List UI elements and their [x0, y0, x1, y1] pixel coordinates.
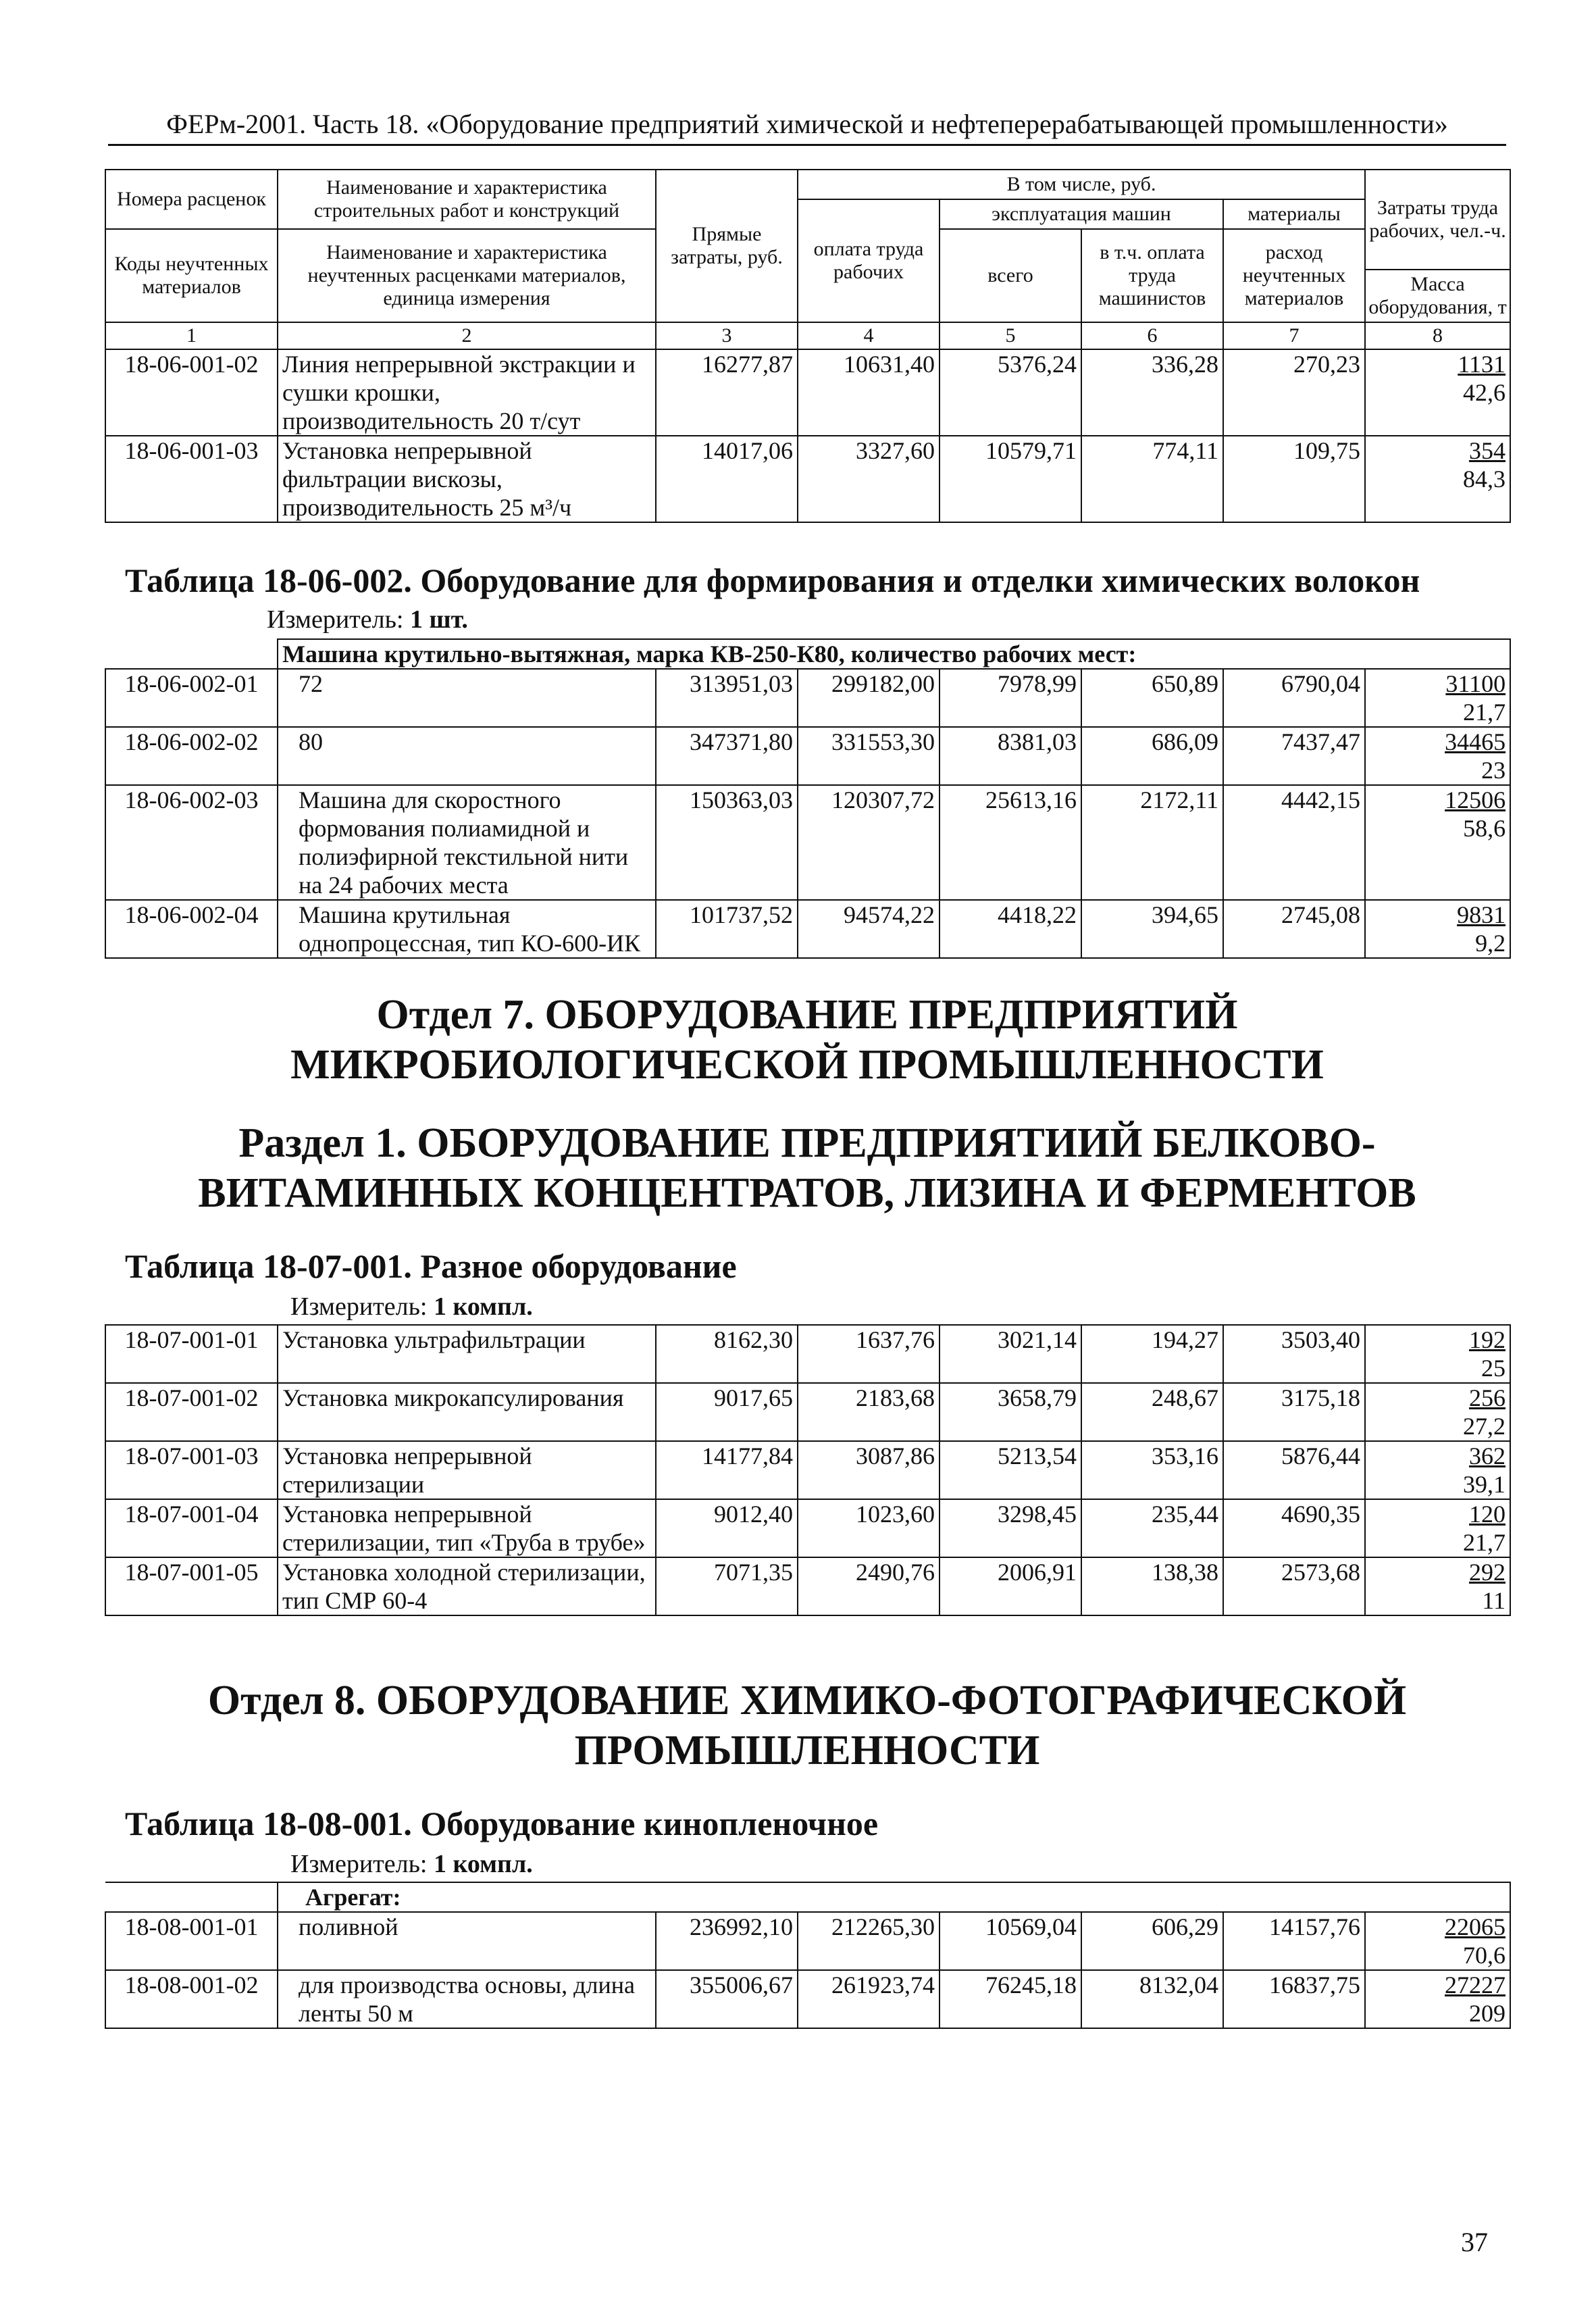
wages-cost: 2490,76	[798, 1557, 939, 1615]
wages-cost: 2183,68	[798, 1383, 939, 1441]
labor-mass-cell	[1365, 1441, 1510, 1499]
table-row	[105, 727, 1510, 785]
header-kody: Коды неучтенных материалов	[105, 229, 278, 322]
rate-code: 18-06-002-02	[105, 727, 278, 785]
equipment-mass: 42,6	[1463, 379, 1505, 406]
labor-hours: 256	[1469, 1384, 1505, 1411]
machines-cost: 2006,91	[939, 1557, 1081, 1615]
labor-mass-cell	[1365, 1499, 1510, 1557]
rate-code: 18-06-002-04	[105, 900, 278, 958]
rate-name: Установка непрерывной стерилизации, тип «Труба в трубе»	[278, 1499, 656, 1557]
machines-cost: 10569,04	[939, 1912, 1081, 1970]
direct-cost: 14017,06	[656, 436, 798, 522]
wages-cost: 299182,00	[798, 669, 939, 727]
labor-hours: 192	[1469, 1326, 1505, 1353]
col-number: 3	[656, 322, 798, 349]
labor-hours: 362	[1469, 1442, 1505, 1469]
rate-code: 18-06-001-03	[105, 436, 278, 522]
materials-cost: 7437,47	[1223, 727, 1365, 785]
labor-mass-cell	[1365, 349, 1510, 436]
materials-cost: 16837,75	[1223, 1970, 1365, 2028]
rate-code: 18-07-001-01	[105, 1325, 278, 1383]
group-label: Агрегат:	[278, 1882, 1510, 1912]
header-naim1: Наименование и характеристика строительных работ и конструкций	[278, 170, 656, 229]
meter	[290, 1292, 533, 1322]
rate-code: 18-07-001-02	[105, 1383, 278, 1441]
equipment-mass: 39,1	[1463, 1471, 1505, 1498]
equipment-mass: 9,2	[1475, 930, 1506, 957]
rate-code: 18-06-001-02	[105, 349, 278, 436]
table-row	[105, 900, 1510, 958]
table-18-06-002	[105, 638, 1511, 959]
col-number: 2	[278, 322, 656, 349]
wages-cost: 3087,86	[798, 1441, 939, 1499]
col-number: 4	[798, 322, 939, 349]
rate-name: 80	[278, 727, 656, 785]
wages-cost: 1637,76	[798, 1325, 939, 1383]
table-title: Таблица 18-06-002. Оборудование для формирования и отделки химических волокон	[125, 561, 1420, 599]
direct-cost: 150363,03	[656, 785, 798, 900]
otdel-8-heading: Отдел 8. ОБОРУДОВАНИЕ ХИМИКО-ФОТОГРАФИЧЕСКОЙ ПРОМЫШЛЕННОСТИ	[207, 1678, 1407, 1774]
labor-mass-cell	[1365, 1325, 1510, 1383]
labor-mass-cell	[1365, 436, 1510, 522]
machinists-wages: 194,27	[1081, 1325, 1223, 1383]
header-vsego: всего	[939, 229, 1081, 322]
table-row	[105, 436, 1510, 522]
labor-hours: 31100	[1445, 670, 1506, 697]
labor-hours: 22065	[1445, 1913, 1505, 1940]
rate-code: 18-07-001-03	[105, 1441, 278, 1499]
running-header: ФЕРм-2001. Часть 18. «Оборудование предприятий химической и нефтеперерабатывающей промышленности»	[108, 108, 1506, 146]
rate-code: 18-06-002-03	[105, 785, 278, 900]
direct-cost: 7071,35	[656, 1557, 798, 1615]
meter	[267, 605, 468, 634]
materials-cost: 109,75	[1223, 436, 1365, 522]
machines-cost: 25613,16	[939, 785, 1081, 900]
rate-name: Установка непрерывной фильтрации вискозы, производительность 25 м³/ч	[278, 436, 656, 522]
table-row	[105, 1970, 1510, 2028]
machines-cost: 3298,45	[939, 1499, 1081, 1557]
labor-mass-cell	[1365, 1557, 1510, 1615]
materials-cost: 3175,18	[1223, 1383, 1365, 1441]
rate-name: Машина крутильная однопроцессная, тип КО-600-ИК	[278, 900, 656, 958]
rate-code: 18-07-001-04	[105, 1499, 278, 1557]
header-pryamye: Прямые затраты, руб.	[656, 170, 798, 322]
table-18-06-001	[105, 169, 1511, 350]
labor-hours: 292	[1469, 1559, 1505, 1586]
rate-code: 18-08-001-01	[105, 1912, 278, 1970]
labor-mass-cell	[1365, 727, 1510, 785]
group-label: Машина крутильно-вытяжная, марка КВ-250-К80, количество рабочих мест:	[278, 639, 1510, 669]
meter-value: 1 шт.	[410, 605, 468, 634]
rate-code: 18-08-001-02	[105, 1970, 278, 2028]
materials-cost: 2573,68	[1223, 1557, 1365, 1615]
otdel-7-heading: Отдел 7. ОБОРУДОВАНИЕ ПРЕДПРИЯТИЙ МИКРОБИОЛОГИЧЕСКОЙ ПРОМЫШЛЕННОСТИ	[290, 992, 1324, 1088]
wages-cost: 94574,22	[798, 900, 939, 958]
machines-cost: 10579,71	[939, 436, 1081, 522]
direct-cost: 9017,65	[656, 1383, 798, 1441]
table-18-07-001	[105, 1324, 1511, 1616]
labor-hours: 1131	[1458, 351, 1505, 378]
direct-cost: 355006,67	[656, 1970, 798, 2028]
wages-cost: 10631,40	[798, 349, 939, 436]
header-materialy: материалы	[1223, 199, 1365, 229]
table-row	[105, 349, 1510, 436]
razdel-1-heading: Раздел 1. ОБОРУДОВАНИЕ ПРЕДПРИЯТИИЙ БЕЛКОВО-ВИТАМИННЫХ КОНЦЕНТРАТОВ, ЛИЗИНА И ФЕРМЕНТОВ	[198, 1120, 1416, 1216]
meter-label: Измеритель:	[267, 605, 404, 634]
wages-cost: 331553,30	[798, 727, 939, 785]
materials-cost: 3503,40	[1223, 1325, 1365, 1383]
rate-name: Линия непрерывной экстракции и сушки крошки, производительность 20 т/сут	[278, 349, 656, 436]
materials-cost: 4690,35	[1223, 1499, 1365, 1557]
labor-mass-cell	[1365, 1383, 1510, 1441]
table-row	[105, 1912, 1510, 1970]
rate-name: для производства основы, длина ленты 50 м	[278, 1970, 656, 2028]
rate-code: 18-06-002-01	[105, 669, 278, 727]
header-naim2: Наименование и характеристика неучтенных расценками материалов, единица измерения	[278, 229, 656, 322]
machinists-wages: 235,44	[1081, 1499, 1223, 1557]
labor-mass-cell	[1365, 1970, 1510, 2028]
machines-cost: 3021,14	[939, 1325, 1081, 1383]
wages-cost: 212265,30	[798, 1912, 939, 1970]
table-18-06-001-body	[105, 349, 1511, 523]
equipment-mass: 58,6	[1463, 815, 1506, 842]
table-row	[105, 1557, 1510, 1615]
labor-mass-cell	[1365, 900, 1510, 958]
wages-cost: 1023,60	[798, 1499, 939, 1557]
labor-mass-cell	[1365, 1912, 1510, 1970]
rate-name: Установка холодной стерилизации, тип СМР 60-4	[278, 1557, 656, 1615]
direct-cost: 101737,52	[656, 900, 798, 958]
direct-cost: 16277,87	[656, 349, 798, 436]
header-v-tom-chisle: В том числе, руб.	[798, 170, 1365, 199]
materials-cost: 270,23	[1223, 349, 1365, 436]
direct-cost: 14177,84	[656, 1441, 798, 1499]
header-ekspluataciya: эксплуатация машин	[939, 199, 1223, 229]
machinists-wages: 686,09	[1081, 727, 1223, 785]
wages-cost: 261923,74	[798, 1970, 939, 2028]
header-nomera: Номера расценок	[105, 170, 278, 229]
meter-value: 1 компл.	[434, 1292, 533, 1321]
machinists-wages: 353,16	[1081, 1441, 1223, 1499]
machinists-wages: 650,89	[1081, 669, 1223, 727]
table-18-08-001	[105, 1882, 1511, 2029]
labor-hours: 34465	[1445, 728, 1506, 755]
materials-cost: 5876,44	[1223, 1441, 1365, 1499]
equipment-mass: 70,6	[1463, 1942, 1505, 1969]
col-number: 7	[1223, 322, 1365, 349]
table-row	[105, 1325, 1510, 1383]
table-row	[105, 785, 1510, 900]
header-zatraty: Затраты труда рабочих, чел.-ч.	[1365, 170, 1510, 270]
table-title: Таблица 18-07-001. Разное оборудование	[125, 1247, 737, 1285]
equipment-mass: 27,2	[1463, 1413, 1505, 1440]
machinists-wages: 138,38	[1081, 1557, 1223, 1615]
col-number: 1	[105, 322, 278, 349]
table-title: Таблица 18-08-001. Оборудование кинопленочное	[125, 1805, 879, 1842]
wages-cost: 3327,60	[798, 436, 939, 522]
equipment-mass: 84,3	[1463, 466, 1505, 493]
rate-name: Установка непрерывной стерилизации	[278, 1441, 656, 1499]
labor-hours: 9831	[1457, 901, 1506, 928]
meter-label: Измеритель:	[290, 1850, 428, 1878]
labor-mass-cell	[1365, 785, 1510, 900]
table-row	[105, 1441, 1510, 1499]
equipment-mass: 21,7	[1463, 699, 1506, 726]
direct-cost: 313951,03	[656, 669, 798, 727]
machinists-wages: 394,65	[1081, 900, 1223, 958]
header-rashod: расход неучтенных материалов	[1223, 229, 1365, 322]
table-row	[105, 1383, 1510, 1441]
direct-cost: 236992,10	[656, 1912, 798, 1970]
materials-cost: 14157,76	[1223, 1912, 1365, 1970]
rate-code: 18-07-001-05	[105, 1557, 278, 1615]
machinists-wages: 2172,11	[1081, 785, 1223, 900]
header-oplata: оплата труда рабочих	[798, 199, 939, 322]
direct-cost: 347371,80	[656, 727, 798, 785]
meter	[290, 1849, 533, 1879]
labor-hours: 354	[1469, 437, 1505, 464]
table-row	[105, 1499, 1510, 1557]
equipment-mass: 11	[1482, 1587, 1505, 1614]
labor-mass-cell	[1365, 669, 1510, 727]
machines-cost: 8381,03	[939, 727, 1081, 785]
rate-name: Установка ультрафильтрации	[278, 1325, 656, 1383]
equipment-mass: 209	[1469, 2000, 1505, 2027]
machinists-wages: 248,67	[1081, 1383, 1223, 1441]
machines-cost: 5213,54	[939, 1441, 1081, 1499]
rate-name: Установка микрокапсулирования	[278, 1383, 656, 1441]
header-massa: Масса оборудования, т	[1365, 270, 1510, 322]
direct-cost: 8162,30	[656, 1325, 798, 1383]
rate-name: поливной	[278, 1912, 656, 1970]
table-row	[105, 669, 1510, 727]
equipment-mass: 23	[1481, 757, 1506, 784]
labor-hours: 120	[1469, 1501, 1505, 1528]
machinists-wages: 336,28	[1081, 349, 1223, 436]
col-number: 5	[939, 322, 1081, 349]
machines-cost: 4418,22	[939, 900, 1081, 958]
machinists-wages: 606,29	[1081, 1912, 1223, 1970]
machines-cost: 76245,18	[939, 1970, 1081, 2028]
materials-cost: 6790,04	[1223, 669, 1365, 727]
col-number: 8	[1365, 322, 1510, 349]
labor-hours: 12506	[1445, 786, 1506, 813]
materials-cost: 2745,08	[1223, 900, 1365, 958]
page-number: 37	[1461, 2227, 1488, 2257]
machinists-wages: 8132,04	[1081, 1970, 1223, 2028]
header-vtch: в т.ч. оплата труда машинистов	[1081, 229, 1223, 322]
equipment-mass: 25	[1481, 1355, 1505, 1382]
machines-cost: 7978,99	[939, 669, 1081, 727]
labor-hours: 27227	[1445, 1971, 1505, 1998]
rate-name: Машина для скоростного формования полиамидной и полиэфирной текстильной нити на 24 рабочих места	[278, 785, 656, 900]
wages-cost: 120307,72	[798, 785, 939, 900]
meter-value: 1 компл.	[434, 1850, 533, 1878]
meter-label: Измеритель:	[290, 1292, 428, 1321]
machines-cost: 3658,79	[939, 1383, 1081, 1441]
materials-cost: 4442,15	[1223, 785, 1365, 900]
rate-name: 72	[278, 669, 656, 727]
col-number: 6	[1081, 322, 1223, 349]
direct-cost: 9012,40	[656, 1499, 798, 1557]
machinists-wages: 774,11	[1081, 436, 1223, 522]
machines-cost: 5376,24	[939, 349, 1081, 436]
equipment-mass: 21,7	[1463, 1529, 1505, 1556]
